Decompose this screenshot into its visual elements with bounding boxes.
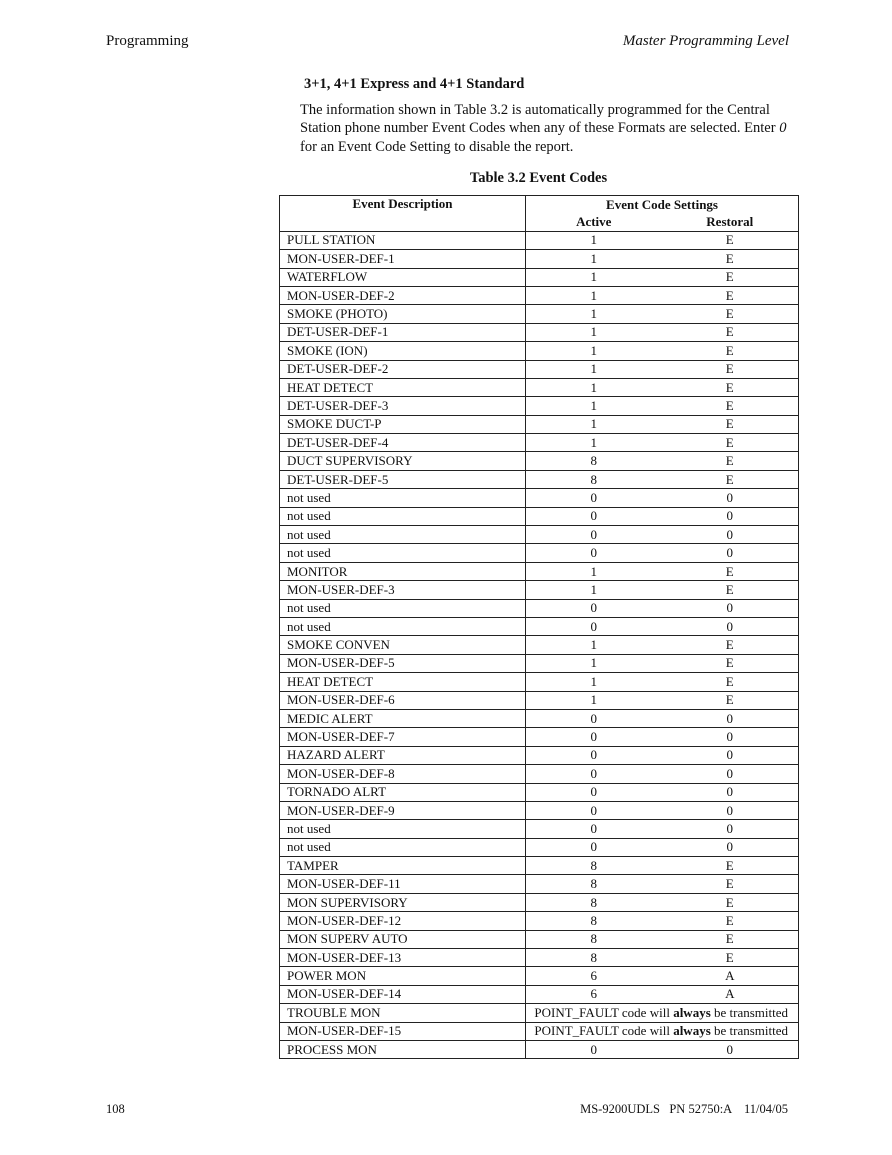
restoral-code-cell: E bbox=[662, 342, 799, 360]
active-code-cell: 8 bbox=[526, 857, 662, 875]
event-description-cell: MON-USER-DEF-8 bbox=[280, 765, 526, 783]
active-code-cell: 1 bbox=[526, 562, 662, 580]
column-header-active: Active bbox=[526, 213, 662, 231]
restoral-code-cell: 0 bbox=[662, 544, 799, 562]
event-description-cell: MON-USER-DEF-5 bbox=[280, 654, 526, 672]
event-description-cell: MEDIC ALERT bbox=[280, 709, 526, 727]
table-row bbox=[280, 452, 799, 470]
event-description-cell: SMOKE CONVEN bbox=[280, 636, 526, 654]
active-code-cell: 1 bbox=[526, 636, 662, 654]
table-row bbox=[280, 967, 799, 985]
active-code-cell: 0 bbox=[526, 709, 662, 727]
active-code-cell: 1 bbox=[526, 305, 662, 323]
table-row bbox=[280, 544, 799, 562]
restoral-code-cell: E bbox=[662, 691, 799, 709]
restoral-code-cell: 0 bbox=[662, 526, 799, 544]
event-description-cell: MON-USER-DEF-13 bbox=[280, 949, 526, 967]
table-row bbox=[280, 470, 799, 488]
active-code-cell: 8 bbox=[526, 893, 662, 911]
table-row bbox=[280, 286, 799, 304]
active-code-cell: 0 bbox=[526, 783, 662, 801]
restoral-code-cell: E bbox=[662, 893, 799, 911]
section-title: 3+1, 4+1 Express and 4+1 Standard bbox=[304, 76, 525, 92]
event-description-cell: POWER MON bbox=[280, 967, 526, 985]
active-code-cell: 0 bbox=[526, 728, 662, 746]
column-header-settings: Event Code Settings bbox=[526, 196, 799, 214]
table-row bbox=[280, 912, 799, 930]
restoral-code-cell: E bbox=[662, 857, 799, 875]
table-row bbox=[280, 728, 799, 746]
active-code-cell: 0 bbox=[526, 526, 662, 544]
restoral-code-cell: 0 bbox=[662, 599, 799, 617]
event-note-emphasis: always bbox=[673, 1023, 711, 1039]
table-row bbox=[280, 949, 799, 967]
table-row bbox=[280, 709, 799, 727]
event-description-cell: not used bbox=[280, 526, 526, 544]
event-description-cell: PULL STATION bbox=[280, 231, 526, 249]
table-row bbox=[280, 636, 799, 654]
table-row bbox=[280, 415, 799, 433]
table-row bbox=[280, 820, 799, 838]
table-row bbox=[280, 783, 799, 801]
active-code-cell: 6 bbox=[526, 967, 662, 985]
event-note-text: POINT_FAULT code will bbox=[534, 1023, 674, 1039]
event-description-cell: MONITOR bbox=[280, 562, 526, 580]
table-row bbox=[280, 1040, 799, 1058]
restoral-code-cell: E bbox=[662, 470, 799, 488]
restoral-code-cell: 0 bbox=[662, 746, 799, 764]
restoral-code-cell: 0 bbox=[662, 728, 799, 746]
intro-text-italic: 0 bbox=[779, 120, 787, 137]
active-code-cell: 0 bbox=[526, 746, 662, 764]
event-description-cell: MON-USER-DEF-7 bbox=[280, 728, 526, 746]
active-code-cell: 1 bbox=[526, 378, 662, 396]
table-row bbox=[280, 857, 799, 875]
restoral-code-cell: E bbox=[662, 434, 799, 452]
restoral-code-cell: E bbox=[662, 286, 799, 304]
event-description-cell: not used bbox=[280, 599, 526, 617]
active-code-cell: 8 bbox=[526, 875, 662, 893]
active-code-cell: 1 bbox=[526, 268, 662, 286]
restoral-code-cell: E bbox=[662, 875, 799, 893]
event-description-cell: TROUBLE MON bbox=[280, 1004, 526, 1022]
table-row bbox=[280, 360, 799, 378]
table-row bbox=[280, 1004, 799, 1022]
event-description-cell: HAZARD ALERT bbox=[280, 746, 526, 764]
event-description-cell: DET-USER-DEF-5 bbox=[280, 470, 526, 488]
running-header-section: Programming bbox=[106, 33, 189, 49]
table-row bbox=[280, 765, 799, 783]
table-row bbox=[280, 691, 799, 709]
restoral-code-cell: 0 bbox=[662, 489, 799, 507]
restoral-code-cell: E bbox=[662, 415, 799, 433]
active-code-cell: 1 bbox=[526, 673, 662, 691]
event-description-cell: MON-USER-DEF-15 bbox=[280, 1022, 526, 1040]
active-code-cell: 0 bbox=[526, 599, 662, 617]
event-description-cell: MON-USER-DEF-9 bbox=[280, 801, 526, 819]
restoral-code-cell: 0 bbox=[662, 617, 799, 635]
event-rows bbox=[280, 231, 799, 1059]
event-note-cell bbox=[526, 1022, 799, 1040]
active-code-cell: 0 bbox=[526, 838, 662, 856]
event-description-cell: MON-USER-DEF-11 bbox=[280, 875, 526, 893]
table-row bbox=[280, 581, 799, 599]
table-row bbox=[280, 599, 799, 617]
active-code-cell: 0 bbox=[526, 765, 662, 783]
restoral-code-cell: E bbox=[662, 360, 799, 378]
event-description-cell: MON-USER-DEF-2 bbox=[280, 286, 526, 304]
event-description-cell: DET-USER-DEF-2 bbox=[280, 360, 526, 378]
active-code-cell: 1 bbox=[526, 397, 662, 415]
event-note-text: be transmitted bbox=[710, 1004, 789, 1020]
intro-text-2: for an Event Code Setting to disable the report. bbox=[300, 138, 574, 155]
restoral-code-cell: 0 bbox=[662, 783, 799, 801]
table-row bbox=[280, 838, 799, 856]
table-row bbox=[280, 673, 799, 691]
event-description-cell: PROCESS MON bbox=[280, 1040, 526, 1058]
active-code-cell: 1 bbox=[526, 654, 662, 672]
event-note-text: be transmitted bbox=[710, 1023, 789, 1039]
active-code-cell: 0 bbox=[526, 544, 662, 562]
event-description-cell: MON SUPERV AUTO bbox=[280, 930, 526, 948]
table-row bbox=[280, 268, 799, 286]
restoral-code-cell: A bbox=[662, 967, 799, 985]
active-code-cell: 0 bbox=[526, 801, 662, 819]
event-description-cell: MON-USER-DEF-12 bbox=[280, 912, 526, 930]
document-info: MS-9200UDLS PN 52750:A 11/04/05 bbox=[580, 1102, 788, 1116]
active-code-cell: 1 bbox=[526, 231, 662, 249]
event-description-cell: MON-USER-DEF-3 bbox=[280, 581, 526, 599]
active-code-cell: 8 bbox=[526, 912, 662, 930]
active-code-cell: 8 bbox=[526, 452, 662, 470]
table-row bbox=[280, 526, 799, 544]
event-description-cell: not used bbox=[280, 820, 526, 838]
event-codes-table bbox=[279, 195, 799, 1059]
active-code-cell: 1 bbox=[526, 286, 662, 304]
active-code-cell: 6 bbox=[526, 985, 662, 1003]
event-description-cell: MON-USER-DEF-1 bbox=[280, 250, 526, 268]
restoral-code-cell: 0 bbox=[662, 765, 799, 783]
table-caption: Table 3.2 Event Codes bbox=[469, 170, 608, 186]
event-description-cell: TORNADO ALRT bbox=[280, 783, 526, 801]
restoral-code-cell: E bbox=[662, 654, 799, 672]
table-row bbox=[280, 378, 799, 396]
event-description-cell: not used bbox=[280, 507, 526, 525]
active-code-cell: 1 bbox=[526, 415, 662, 433]
table-row bbox=[280, 250, 799, 268]
active-code-cell: 8 bbox=[526, 930, 662, 948]
restoral-code-cell: E bbox=[662, 323, 799, 341]
table-row bbox=[280, 654, 799, 672]
event-description-cell: DUCT SUPERVISORY bbox=[280, 452, 526, 470]
event-note-text: POINT_FAULT code will bbox=[534, 1004, 674, 1020]
restoral-code-cell: 0 bbox=[662, 820, 799, 838]
active-code-cell: 8 bbox=[526, 949, 662, 967]
page-number: 108 bbox=[106, 1102, 125, 1116]
event-description-cell: not used bbox=[280, 617, 526, 635]
active-code-cell: 0 bbox=[526, 507, 662, 525]
table-row bbox=[280, 323, 799, 341]
table-row bbox=[280, 801, 799, 819]
table-row bbox=[280, 875, 799, 893]
active-code-cell: 1 bbox=[526, 691, 662, 709]
event-description-cell: SMOKE (ION) bbox=[280, 342, 526, 360]
active-code-cell: 1 bbox=[526, 434, 662, 452]
table-row bbox=[280, 507, 799, 525]
event-description-cell: HEAT DETECT bbox=[280, 673, 526, 691]
event-description-cell: DET-USER-DEF-1 bbox=[280, 323, 526, 341]
event-description-cell: MON-USER-DEF-14 bbox=[280, 985, 526, 1003]
table-row bbox=[280, 617, 799, 635]
active-code-cell: 1 bbox=[526, 360, 662, 378]
table-row bbox=[280, 231, 799, 249]
table-row bbox=[280, 930, 799, 948]
restoral-code-cell: E bbox=[662, 562, 799, 580]
restoral-code-cell: 0 bbox=[662, 838, 799, 856]
event-note-emphasis: always bbox=[673, 1004, 711, 1020]
column-header-restoral: Restoral bbox=[662, 213, 799, 231]
restoral-code-cell: E bbox=[662, 250, 799, 268]
event-description-cell: TAMPER bbox=[280, 857, 526, 875]
active-code-cell: 8 bbox=[526, 470, 662, 488]
column-header-description: Event Description bbox=[280, 196, 526, 232]
restoral-code-cell: E bbox=[662, 673, 799, 691]
intro-paragraph bbox=[300, 101, 800, 156]
active-code-cell: 1 bbox=[526, 250, 662, 268]
table-row bbox=[280, 305, 799, 323]
active-code-cell: 0 bbox=[526, 1040, 662, 1058]
table-row bbox=[280, 1022, 799, 1040]
table-row bbox=[280, 562, 799, 580]
event-description-cell: DET-USER-DEF-3 bbox=[280, 397, 526, 415]
event-description-cell: HEAT DETECT bbox=[280, 378, 526, 396]
restoral-code-cell: E bbox=[662, 452, 799, 470]
table-row bbox=[280, 342, 799, 360]
restoral-code-cell: E bbox=[662, 930, 799, 948]
event-description-cell: SMOKE (PHOTO) bbox=[280, 305, 526, 323]
event-description-cell: not used bbox=[280, 489, 526, 507]
active-code-cell: 1 bbox=[526, 323, 662, 341]
running-header-chapter: Master Programming Level bbox=[622, 33, 789, 49]
table-row bbox=[280, 434, 799, 452]
active-code-cell: 0 bbox=[526, 617, 662, 635]
event-description-cell: DET-USER-DEF-4 bbox=[280, 434, 526, 452]
restoral-code-cell: A bbox=[662, 985, 799, 1003]
active-code-cell: 1 bbox=[526, 342, 662, 360]
restoral-code-cell: E bbox=[662, 305, 799, 323]
event-description-cell: MON SUPERVISORY bbox=[280, 893, 526, 911]
event-description-cell: not used bbox=[280, 838, 526, 856]
restoral-code-cell: E bbox=[662, 949, 799, 967]
restoral-code-cell: 0 bbox=[662, 1040, 799, 1058]
table-row bbox=[280, 397, 799, 415]
table-row bbox=[280, 746, 799, 764]
restoral-code-cell: E bbox=[662, 268, 799, 286]
event-description-cell: not used bbox=[280, 544, 526, 562]
restoral-code-cell: E bbox=[662, 636, 799, 654]
event-note-cell bbox=[526, 1004, 799, 1022]
table-row bbox=[280, 985, 799, 1003]
event-description-cell: WATERFLOW bbox=[280, 268, 526, 286]
restoral-code-cell: 0 bbox=[662, 507, 799, 525]
active-code-cell: 1 bbox=[526, 581, 662, 599]
restoral-code-cell: E bbox=[662, 231, 799, 249]
restoral-code-cell: E bbox=[662, 912, 799, 930]
table-row bbox=[280, 893, 799, 911]
restoral-code-cell: E bbox=[662, 378, 799, 396]
event-description-cell: SMOKE DUCT-P bbox=[280, 415, 526, 433]
restoral-code-cell: E bbox=[662, 581, 799, 599]
intro-text-1: The information shown in Table 3.2 is automatically programmed for the Central Station phone number Event Codes when any of these Formats are selected. Enter bbox=[300, 102, 780, 137]
restoral-code-cell: 0 bbox=[662, 801, 799, 819]
table-row bbox=[280, 489, 799, 507]
active-code-cell: 0 bbox=[526, 489, 662, 507]
active-code-cell: 0 bbox=[526, 820, 662, 838]
restoral-code-cell: E bbox=[662, 397, 799, 415]
event-description-cell: MON-USER-DEF-6 bbox=[280, 691, 526, 709]
restoral-code-cell: 0 bbox=[662, 709, 799, 727]
